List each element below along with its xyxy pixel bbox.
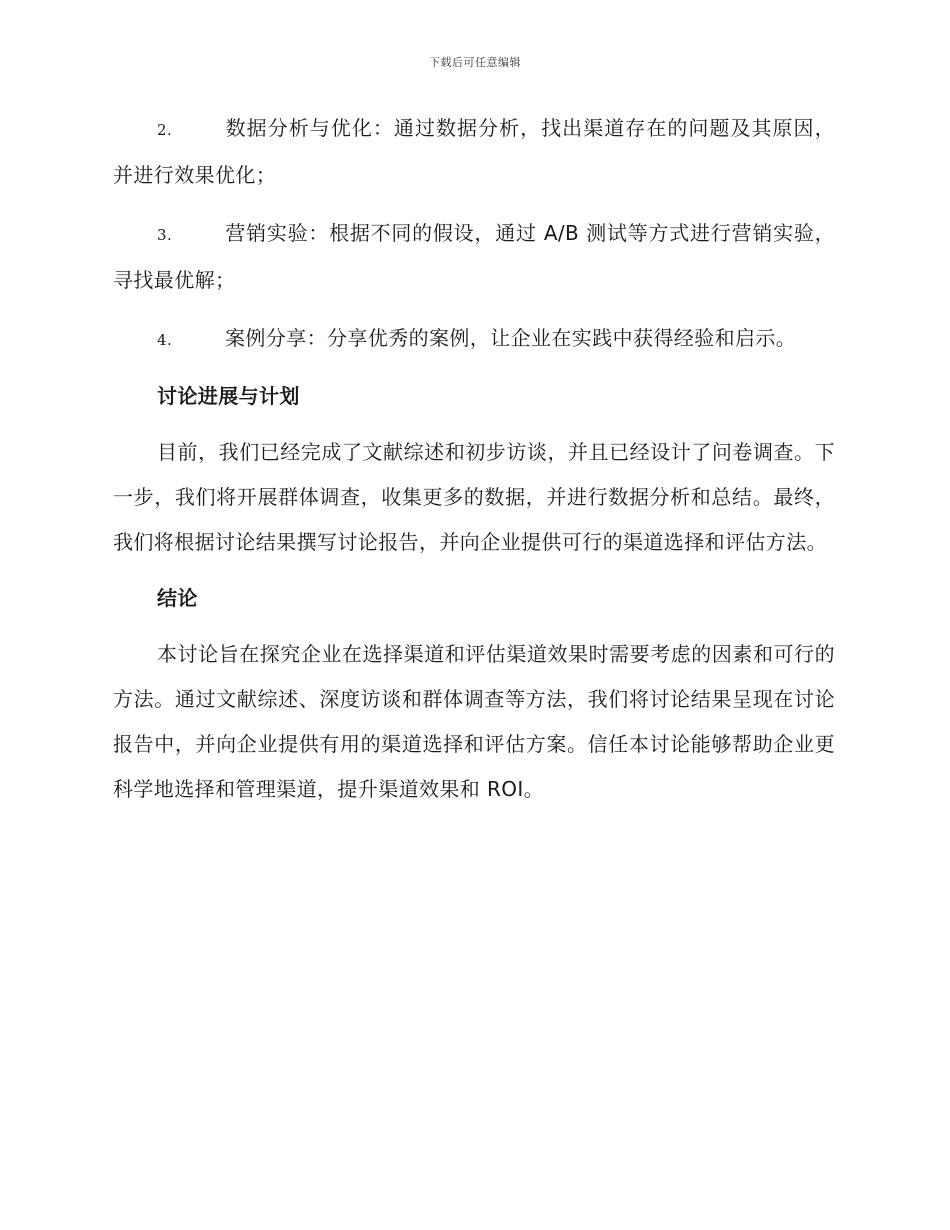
list-number: 3. <box>157 226 173 244</box>
list-item <box>113 106 835 198</box>
list-number: 4. <box>157 331 173 349</box>
section-heading: 结论 <box>157 586 198 610</box>
section-paragraph: 本讨论旨在探究企业在选择渠道和评估渠道效果时需要考虑的因素和可行的方法。通过文献综述、深度访谈和群体调查等方法，我们将讨论结果呈现在讨论报告中，并向企业提供有用的渠道选择和评估方案。信任本讨论能够帮助企业更科学地选择和管理渠道，提升渠道效果和 ROI。 <box>113 642 835 801</box>
list-text: 营销实验：根据不同的假设，通过 A/B 测试等方式进行营销实验，寻找最优解； <box>113 221 835 292</box>
list-item <box>113 316 835 363</box>
header-note: 下载后可任意编辑 <box>429 56 521 69</box>
list-text: 案例分享：分享优秀的案例，让企业在实践中获得经验和启示。 <box>225 326 797 350</box>
list-number: 2. <box>157 121 173 139</box>
section-heading: 讨论进展与计划 <box>157 384 300 408</box>
document-body <box>113 106 835 812</box>
list-text: 数据分析与优化：通过数据分析，找出渠道存在的问题及其原因，并进行效果优化； <box>113 116 835 187</box>
section-paragraph: 目前，我们已经完成了文献综述和初步访谈，并且已经设计了问卷调查。下一步，我们将开展群体调查，收集更多的数据，并进行数据分析和总结。最终，我们将根据讨论结果撰写讨论报告，并向企业提供可行的渠道选择和评估方法。 <box>113 440 835 554</box>
list-item <box>113 211 835 303</box>
